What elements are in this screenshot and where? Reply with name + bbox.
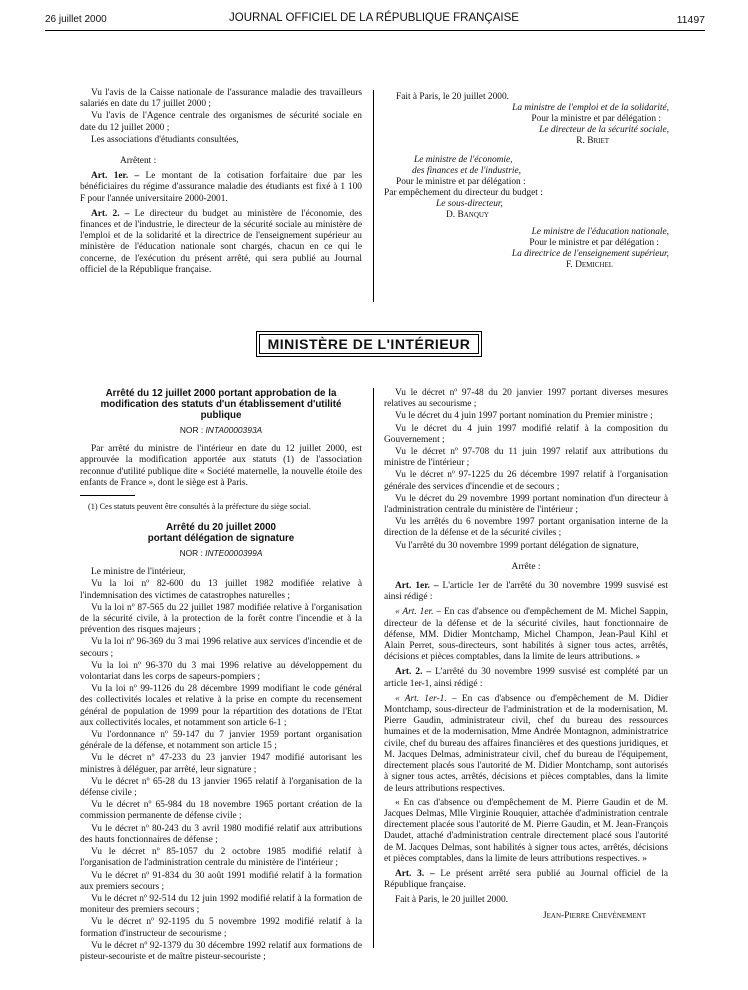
visa-paragraph: Vu le décret nº 91-834 du 30 août 1991 modifié relatif à la formation aux premiers secours ; xyxy=(80,870,362,892)
minister-title: Le ministre de l'économie, xyxy=(414,155,513,165)
signatory-name: F. Demichel xyxy=(565,260,613,270)
role-line: Le sous-directeur, xyxy=(436,199,503,209)
visa-paragraph: Vu la loi nº 99-1126 du 28 décembre 1999 modifiant le code général des collectivités locales et relative à la prise en compte du recensement général de population de 1999 pour la répartition des dotations de l'Etat aux collectivités locales, et notamment son article 6-1 ; xyxy=(80,684,362,728)
visa-paragraph: Vu le décret nº 85-1057 du 2 octobre 1985 modifié relatif à l'organisation de l'administration centrale du ministère de l'intérieur ; xyxy=(80,847,362,869)
quote-text: En cas d'absence ou d'empêchement de M. Didier Montchamp, sous-directeur de l'administration et de la modernisation, M. Pierre Gaudin, administrateur civil, chef du bureau des ressources humaines et de la modernisation, Mme Andrée Montagnon, administratrice civile, chef du bureau des affaires financières et des questions juridiques, et M. Jacques Delmas, administrateur civil, chef du bureau de l'équipement, directement placés sous l'autorité de M. Didier Montchamp, sont autorisés à signer tous actes, arrêtés, décisions et pièces comptables, dans la limite de leurs attributions respectives. xyxy=(384,693,669,794)
nor-reference xyxy=(80,548,362,559)
visa-list xyxy=(384,388,668,552)
paragraph: Par arrêté du ministre de l'intérieur en date du 12 juillet 2000, est approuvée la modification apportée aux statuts (1) de l'association reconnue d'utilité publique dite « Société maternelle, la nouvelle étoile des enfants de France », dont le siège est à Paris. xyxy=(80,444,362,488)
visa-paragraph: Vu les arrêtés du 6 novembre 1997 portant organisation interne de la direction de la défense et de la sécurité civiles ; xyxy=(384,517,668,539)
bottom-left-column xyxy=(80,388,362,964)
visa-paragraph: Vu la loi nº 96-370 du 3 mai 1996 relative au développement du volontariat dans les corps de sapeurs-pompiers ; xyxy=(80,660,362,683)
article-label: Art. 2. – xyxy=(395,667,432,678)
fait-a-paris: Fait à Paris, le 20 juillet 2000. xyxy=(396,92,510,102)
nor-reference xyxy=(80,425,362,436)
visa-paragraph: Vu le décret nº 47-233 du 23 janvier 1947 modifié autorisant les ministres à déléguer, par arrêté, leur signature ; xyxy=(80,753,362,775)
header-rule xyxy=(45,30,705,31)
nor-label: NOR : xyxy=(179,548,203,559)
article-2-quote xyxy=(384,694,668,795)
footnote: (1) Ces statuts peuvent être consultés à la préfecture du siège social. xyxy=(88,502,311,512)
arretent-label: Arrêtent : xyxy=(120,156,157,167)
visa-paragraph: Le ministre de l'intérieur, xyxy=(91,567,186,578)
visa-paragraph: Vu l'arrêté du 30 novembre 1999 portant délégation de signature, xyxy=(395,540,639,551)
article-3 xyxy=(384,869,668,891)
visa-paragraph: Vu le décret nº 97-708 du 11 juin 1997 relatif aux attributions du ministre de l'intérieur ; xyxy=(384,447,668,469)
article-text: L'arrêté du 30 novembre 1999 susvisé est complété par un article 1er-1, ainsi rédigé : xyxy=(384,667,668,689)
visa-paragraph: Vu le décret nº 80-243 du 3 avril 1980 modifié relatif aux attributions des hauts fonctionnaires de défense ; xyxy=(80,823,362,845)
visa-paragraph: Vu le décret nº 92-1195 du 5 novembre 1992 modifié relatif à la formation d'instructeur de secourisme ; xyxy=(80,917,362,939)
decree-title: Arrêté du 12 juillet 2000 portant approbation de la modification des statuts d'un établissement d'utilité publique xyxy=(100,388,342,421)
article-1 xyxy=(384,581,668,603)
minister-title: Le ministre de l'éducation nationale, xyxy=(531,227,669,237)
column-divider xyxy=(373,388,374,948)
paragraph: Vu l'avis de la Caisse nationale de l'assurance maladie des travailleurs salariés en date du 17 juillet 2000 ; xyxy=(80,88,362,110)
visa-paragraph: Vu le décret nº 92-514 du 12 juin 1992 modifié relatif à la formation de moniteur des premiers secours ; xyxy=(80,893,362,916)
quote-label: « Art. 1er. – xyxy=(395,607,442,618)
visa-paragraph: Vu le décret du 29 novembre 1999 portant nomination d'un directeur à l'administration centrale du ministère de l'intérieur ; xyxy=(384,493,668,516)
header-date: 26 juillet 2000 xyxy=(45,14,107,25)
article-2 xyxy=(80,209,362,276)
header-page-number: 11497 xyxy=(676,14,705,26)
visa-paragraph: Vu le décret nº 97-1225 du 26 décembre 1997 relatif à l'organisation générale des services d'incendie et de secours ; xyxy=(384,470,668,492)
header-journal-title: JOURNAL OFFICIEL DE LA RÉPUBLIQUE FRANÇAISE xyxy=(229,12,519,24)
article-2 xyxy=(384,667,668,689)
ministry-title: MINISTÈRE DE L'INTÉRIEUR xyxy=(259,334,479,354)
role-line: La directrice de l'enseignement supérieur, xyxy=(511,249,669,259)
ministry-heading xyxy=(256,331,482,357)
article-1-quote xyxy=(384,607,668,663)
minister-title: des finances et de l'industrie, xyxy=(412,166,522,176)
signature-block xyxy=(384,92,669,271)
article-1 xyxy=(80,171,362,205)
page-header xyxy=(0,12,748,32)
bottom-right-column xyxy=(384,388,668,923)
delegation-line: Pour le ministre et par délégation : xyxy=(396,177,526,187)
article-label: Art. 1er. – xyxy=(91,171,140,182)
article-label: Art. 1er. – xyxy=(395,581,439,592)
column-divider xyxy=(373,90,374,302)
footnote-rule xyxy=(80,495,135,496)
delegation-line: Pour le ministre et par délégation : xyxy=(529,238,659,248)
visa-paragraph: Vu le décret nº 65-28 du 13 janvier 1965 relatif à l'organisation de la défense civile ; xyxy=(80,776,362,799)
signatory-name: D. Banquy xyxy=(446,210,489,220)
nor-label: NOR : xyxy=(179,425,204,435)
visa-paragraph: Vu l'ordonnance nº 59-147 du 7 janvier 1959 portant organisation générale de la défense, et notamment son article 15 ; xyxy=(80,730,362,752)
paragraph: Les associations d'étudiants consultées, xyxy=(91,134,239,145)
role-line: Le directeur de la sécurité sociale, xyxy=(539,125,669,135)
signatory-name: R. Briet xyxy=(576,136,609,146)
delegation-line: Pour la ministre et par délégation : xyxy=(531,114,661,124)
signatory-name: Jean-Pierre Chevènement xyxy=(542,910,646,921)
decree-subtitle: portant délégation de signature xyxy=(147,533,295,545)
article-text: L'article 1er de l'arrêté du 30 novembre 1999 susvisé est ainsi rédigé : xyxy=(384,581,669,603)
quote-text: En cas d'absence ou d'empêchement de M. Michel Sappin, directeur de la défense et de la sécurité civiles, haut fonctionnaire de défense, MM. Didier Montchamp, Michel Champon, Jean-Paul Kihl et Alain Perret, sous-directeurs, sont habilités à signer tous actes, arrêtés, décisions et pièces comptables, dans la limite de leurs attributions. » xyxy=(384,607,668,663)
visa-paragraph: Vu le décret du 4 juin 1997 portant nomination du Premier ministre ; xyxy=(395,411,653,422)
top-left-column xyxy=(80,88,362,277)
arrete-label: Arrête : xyxy=(511,561,541,572)
article-text: Le montant de la cotisation forfaitaire due par les bénéficiaires du régime d'assurance maladie des étudiants est fixé à 1 100 F pour l'année universitaire 2000-2001. xyxy=(80,171,363,204)
visa-paragraph: Vu le décret nº 92-1379 du 30 décembre 1992 relatif aux formations de pisteur-secouriste et de maître pisteur-secouriste ; xyxy=(80,940,362,962)
visa-paragraph: Vu le décret nº 65-984 du 18 novembre 1965 portant création de la commission permanente de défense civile ; xyxy=(80,800,362,822)
article-text: Le présent arrêté sera publié au Journal officiel de la République française. xyxy=(384,868,669,891)
visa-paragraph: Vu la loi nº 87-565 du 22 juillet 1987 modifiée relative à l'organisation de la sécurité civile, à la protection de la forêt contre l'incendie et à la prévention des risques majeurs ; xyxy=(80,602,362,636)
impediment-line: Par empêchement du directeur du budget : xyxy=(384,188,543,198)
paragraph: Vu l'avis de l'Agence centrale des organismes de sécurité sociale en date du 12 juillet 2000 ; xyxy=(80,111,362,133)
article-2-quote-cont: « En cas d'absence ou d'empêchement de M. Pierre Gaudin et de M. Jacques Delmas, Mlle Virginie Rouquier, attachée d'administration centrale directement placée sous l'autorité de M. Pierre Gaudin, et M. Jean-François Daudet, attaché d'administration centrale directement placé sous l'autorité de M. Jacques Delmas, sont habilités à signer tous actes, arrêtés, décisions et pièces comptables, dans la limite de leurs attributions respectives. » xyxy=(384,797,668,864)
minister-title: La ministre de l'emploi et de la solidarité, xyxy=(512,103,669,113)
article-label: Art. 2. – xyxy=(91,208,130,219)
visa-list xyxy=(80,567,362,963)
decree-title: Arrêté du 20 juillet 2000 xyxy=(166,522,276,534)
visa-paragraph: Vu la loi nº 82-600 du 13 juillet 1982 modifiée relative à l'indemnisation des victimes de catastrophes naturelles ; xyxy=(80,579,362,601)
article-text: Le directeur du budget au ministère de l'économie, des finances et de l'industrie, le directeur de la sécurité sociale au ministère de l'emploi et de la solidarité et la directrice de l'enseignement supérieur au ministère de l'éducation nationale sont chargés, chacun en ce qui le concerne, de l'exécution du présent arrêté, qui sera publié au Journal officiel de la République française. xyxy=(80,208,362,275)
visa-paragraph: Vu la loi nº 96-369 du 3 mai 1996 relative aux services d'incendie et de secours ; xyxy=(80,637,362,659)
visa-paragraph: Vu le décret du 4 juin 1997 modifié relatif à la composition du Gouvernement ; xyxy=(384,423,668,445)
visa-paragraph: Vu le décret nº 97-48 du 20 janvier 1997 portant diverses mesures relatives au secourisme ; xyxy=(384,388,668,410)
nor-code: INTE0000399A xyxy=(205,548,263,559)
quote-label: « Art. 1er-1. – xyxy=(395,693,457,704)
nor-code: INTA0000393A xyxy=(205,425,263,435)
article-label: Art. 3. – xyxy=(395,868,435,879)
fait-a-paris: Fait à Paris, le 20 juillet 2000. xyxy=(395,895,509,906)
